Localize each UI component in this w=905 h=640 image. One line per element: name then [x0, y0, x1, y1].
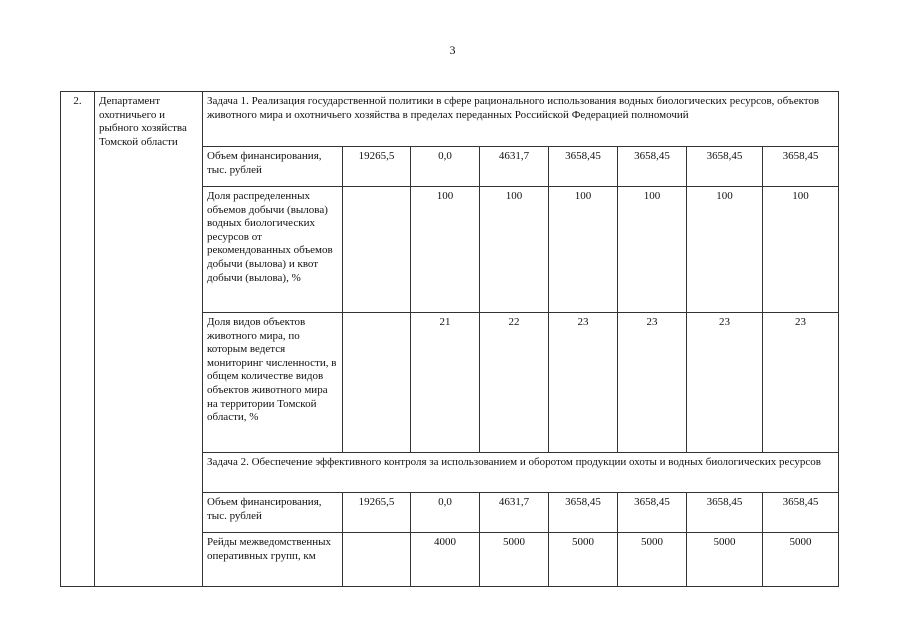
indicator-value: 19265,5 — [343, 147, 411, 187]
indicator-value: 23 — [763, 313, 839, 453]
indicator-value: 100 — [687, 187, 763, 313]
indicator-value: 100 — [411, 187, 480, 313]
indicator-value: 23 — [549, 313, 618, 453]
department-name: Департамент охотничьего и рыбного хозяйства Томской области — [95, 92, 203, 587]
indicator-value: 5000 — [763, 533, 839, 587]
indicator-label: Доля видов объектов животного мира, по которым ведется мониторинг численности, в общем количестве видов объектов животного мира на территории Томской области, % — [203, 313, 343, 453]
page-number: 3 — [449, 43, 456, 57]
indicator-value: 19265,5 — [343, 493, 411, 533]
indicator-value: 3658,45 — [687, 147, 763, 187]
indicator-value: 3658,45 — [763, 147, 839, 187]
indicator-value — [343, 533, 411, 587]
indicator-value: 3658,45 — [618, 493, 687, 533]
indicator-value: 5000 — [687, 533, 763, 587]
table-row — [61, 92, 839, 147]
indicator-value — [343, 313, 411, 453]
task-title: Задача 1. Реализация государственной политики в сфере рационального использования водных биологических ресурсов, объектов животного мира и охотничьего хозяйства в пределах переданных Российской Федерацией полномочий — [203, 92, 839, 147]
indicator-label: Рейды межведомственных оперативных групп, км — [203, 533, 343, 587]
indicator-value: 22 — [480, 313, 549, 453]
indicator-value: 3658,45 — [549, 147, 618, 187]
indicator-value: 100 — [480, 187, 549, 313]
indicator-label: Объем финансирования, тыс. рублей — [203, 147, 343, 187]
indicator-label: Доля распределенных объемов добычи (вылова) водных биологических ресурсов от рекомендованных объемов добычи (вылова) и квот добычи (вылова), % — [203, 187, 343, 313]
indicator-value: 5000 — [549, 533, 618, 587]
indicator-value: 5000 — [480, 533, 549, 587]
indicator-value: 3658,45 — [618, 147, 687, 187]
indicator-value: 100 — [763, 187, 839, 313]
indicator-value: 23 — [618, 313, 687, 453]
indicator-value — [343, 187, 411, 313]
indicator-value: 23 — [687, 313, 763, 453]
task-title: Задача 2. Обеспечение эффективного контроля за использованием и оборотом продукции охоты и водных биологических ресурсов — [203, 453, 839, 493]
indicator-value: 100 — [549, 187, 618, 313]
indicator-value: 5000 — [618, 533, 687, 587]
indicator-value: 3658,45 — [687, 493, 763, 533]
indicator-value: 3658,45 — [549, 493, 618, 533]
indicator-value: 3658,45 — [763, 493, 839, 533]
indicator-value: 0,0 — [411, 147, 480, 187]
program-table — [60, 91, 839, 587]
indicator-value: 4631,7 — [480, 493, 549, 533]
indicator-value: 100 — [618, 187, 687, 313]
row-index: 2. — [61, 92, 95, 587]
indicator-value: 4000 — [411, 533, 480, 587]
indicator-value: 21 — [411, 313, 480, 453]
indicator-value: 0,0 — [411, 493, 480, 533]
indicator-label: Объем финансирования, тыс. рублей — [203, 493, 343, 533]
indicator-value: 4631,7 — [480, 147, 549, 187]
